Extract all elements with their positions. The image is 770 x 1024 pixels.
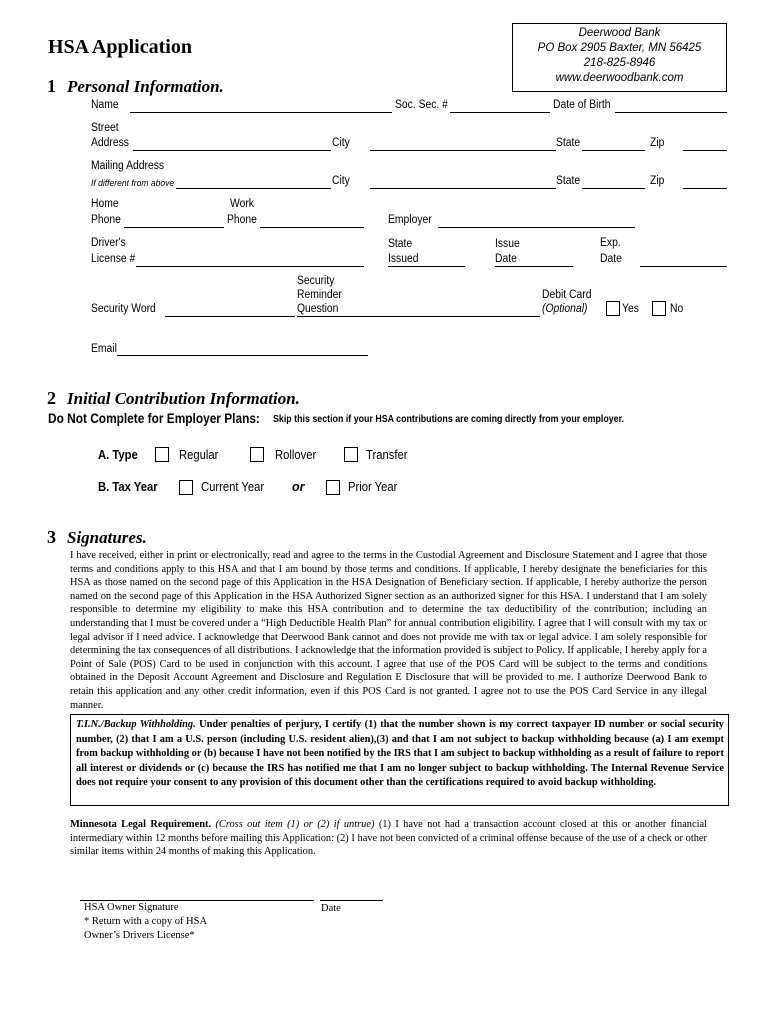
issue-date-label-2: Date <box>495 253 517 265</box>
transfer-checkbox[interactable] <box>344 447 358 462</box>
tax-year-label: B. Tax Year <box>98 480 158 494</box>
ssn-label: Soc. Sec. # <box>395 99 448 111</box>
zip-field[interactable] <box>683 150 727 151</box>
city-label: City <box>332 137 350 149</box>
security-question-label-3: Question <box>297 303 339 315</box>
signature-date-line[interactable] <box>320 900 383 901</box>
section-3-number: 3 <box>47 527 56 547</box>
rollover-checkbox[interactable] <box>250 447 264 462</box>
regular-checkbox[interactable] <box>155 447 169 462</box>
debit-card-yes-checkbox[interactable] <box>606 301 620 316</box>
prior-year-label: Prior Year <box>348 480 398 494</box>
dob-label: Date of Birth <box>553 99 611 111</box>
debit-card-no-label: No <box>670 303 684 315</box>
mailing-city-field[interactable] <box>370 188 556 189</box>
or-label: or <box>292 480 305 494</box>
section-1-title: Personal Information. <box>67 77 224 96</box>
bank-phone: 218-825-8946 <box>583 57 656 69</box>
mailing-state-label: State <box>556 175 581 187</box>
bank-address: PO Box 2905 Baxter, MN 56425 <box>537 42 702 54</box>
bank-name: Deerwood Bank <box>578 27 661 39</box>
employer-field[interactable] <box>438 227 635 228</box>
minnesota-heading: Minnesota Legal Requirement. <box>70 819 212 830</box>
debit-card-yes-label: Yes <box>622 303 639 315</box>
security-word-field[interactable] <box>165 316 295 317</box>
debit-card-label-1: Debit Card <box>542 289 592 301</box>
home-phone-field[interactable] <box>124 227 224 228</box>
section-3-title: Signatures. <box>67 528 147 547</box>
drivers-license-label-2: License # <box>91 253 136 265</box>
employer-plans-heading: Do Not Complete for Employer Plans: <box>48 411 260 426</box>
mailing-address-label: Mailing Address <box>91 160 165 172</box>
security-question-label-1: Security <box>297 275 335 287</box>
security-question-field[interactable] <box>297 316 540 317</box>
state-issued-label-1: State <box>388 238 413 250</box>
mailing-address-field[interactable] <box>176 188 331 189</box>
mailing-note: If different from above <box>91 178 175 189</box>
transfer-label: Transfer <box>366 448 408 462</box>
home-phone-label-2: Phone <box>91 214 121 226</box>
debit-card-no-checkbox[interactable] <box>652 301 666 316</box>
current-year-label: Current Year <box>201 480 265 494</box>
issue-date-label-1: Issue <box>495 238 520 250</box>
ssn-field[interactable] <box>450 112 550 113</box>
security-question-label-2: Reminder <box>297 289 342 301</box>
tin-paragraph <box>76 718 724 791</box>
work-phone-label-2: Phone <box>227 214 257 226</box>
street-label-2: Address <box>91 137 129 149</box>
section-2-number: 2 <box>47 388 56 408</box>
mailing-zip-field[interactable] <box>683 188 727 189</box>
current-year-checkbox[interactable] <box>179 480 193 495</box>
state-issued-field[interactable] <box>388 266 465 267</box>
minnesota-paragraph <box>70 818 707 859</box>
tin-heading: T.I.N./Backup Withholding. <box>76 719 196 730</box>
state-field[interactable] <box>582 150 645 151</box>
prior-year-checkbox[interactable] <box>326 480 340 495</box>
exp-date-label-1: Exp. <box>600 237 621 249</box>
drivers-license-label-1: Driver's <box>91 237 126 249</box>
debit-card-label-2: (Optional) <box>542 303 588 315</box>
type-label: A. Type <box>98 448 138 462</box>
drivers-license-field[interactable] <box>136 266 364 267</box>
rollover-label: Rollover <box>275 448 317 462</box>
employer-label: Employer <box>388 214 432 226</box>
mailing-city-label: City <box>332 175 350 187</box>
city-field[interactable] <box>370 150 556 151</box>
return-note-1: * Return with a copy of HSA <box>84 916 208 927</box>
minnesota-note: (Cross out item (1) or (2) if untrue) <box>215 819 375 830</box>
mailing-zip-label: Zip <box>650 175 665 187</box>
return-note-2: Owner’s Drivers License* <box>84 930 195 941</box>
street-address-field[interactable] <box>133 150 331 151</box>
employer-plans-note: Skip this section if your HSA contributions are coming directly from your employer. <box>273 414 625 425</box>
security-word-label: Security Word <box>91 303 156 315</box>
mailing-state-field[interactable] <box>582 188 645 189</box>
email-field[interactable] <box>117 355 368 356</box>
exp-date-field[interactable] <box>640 266 727 267</box>
state-label: State <box>556 137 581 149</box>
signature-date-label: Date <box>321 903 341 914</box>
section-1-number: 1 <box>47 76 56 96</box>
form-title: HSA Application <box>48 36 192 58</box>
owner-signature-line[interactable] <box>80 900 314 901</box>
section-2-title: Initial Contribution Information. <box>67 389 300 408</box>
agreement-paragraph: I have received, either in print or electronically, read and agree to the terms in the Custodial Agreement and Disclosure Statement and I agree that those terms and conditions apply to this HSA and that I am bound by those terms and conditions. If applicable, I hereby designate the beneficiaries for this HSA as those named on the second page of this Application in the HSA Designation of Beneficiary section. If applicable, I hereby authorize the person named on the second page of this Application in the HSA Authorized Signer section as an authorized signer for this HSA. I understand that I am solely responsible to determine my eligibility to make this HSA contribution and to determine the tax deductibility of the contribution; including an understanding that I must be covered under a “High Deductible Health Plan” for annual contribution eligibility. I agree that I will consult with my tax or legal advisor if I need advice. I acknowledge that Deerwood Bank cannot and does not provide me with tax or legal advice. I am solely responsible for determining the tax consequences of all distributions. I acknowledge that the information provided is subject to Policy. If applicable, I hereby apply for a Point of Sale (POS) Card to be used in conjunction with this account. I agree that use of the POS Card will be subject to the terms and conditions obtained in the Deposit Account Agreement and Disclosure and Regulation E Disclosure that will be provided to me. I authorize Deerwood Bank to retain this application and any other credit information, even if this POS Card is not granted. I agree not to use the POS Card Service in any illegal manner. <box>70 550 707 711</box>
dob-field[interactable] <box>615 112 727 113</box>
zip-label: Zip <box>650 137 665 149</box>
tin-text: Under penalties of perjury, I certify (1) that the number shown is my correct taxpayer ID number or social security number, (2) that I am a U.S. person (including U.S. resident alien),(3) and that I am not subject to backup withholding because (a) I am exempt from backup withholding or (b) because I have not been notified by the IRS that I am subject to backup withholding as a result of failure to report all interest or dividends or (c) because the IRS has notified me that I am no longer subject to backup withholding. The Internal Revenue Service does not require your consent to any provision of this document other than the certifications required to avoid backup withholding. <box>76 719 724 788</box>
exp-date-label-2: Date <box>600 253 622 265</box>
regular-label: Regular <box>179 448 219 462</box>
email-label: Email <box>91 343 117 355</box>
minnesota-text: (1) I have not had a transaction account closed at this or another financial intermediary within 12 months before mailing this Application: (2) I have not been convicted of a criminal offense because of the use of a check or other similar items within 24 months of making this Application. <box>70 819 707 858</box>
home-phone-label-1: Home <box>91 198 119 210</box>
owner-signature-label: HSA Owner Signature <box>84 902 179 913</box>
name-field[interactable] <box>130 112 392 113</box>
work-phone-label-1: Work <box>230 198 254 210</box>
work-phone-field[interactable] <box>260 227 364 228</box>
street-label-1: Street <box>91 122 119 134</box>
name-label: Name <box>91 99 119 111</box>
state-issued-label-2: Issued <box>388 253 419 265</box>
bank-website[interactable]: www.deerwoodbank.com <box>555 72 684 84</box>
issue-date-field[interactable] <box>495 266 573 267</box>
